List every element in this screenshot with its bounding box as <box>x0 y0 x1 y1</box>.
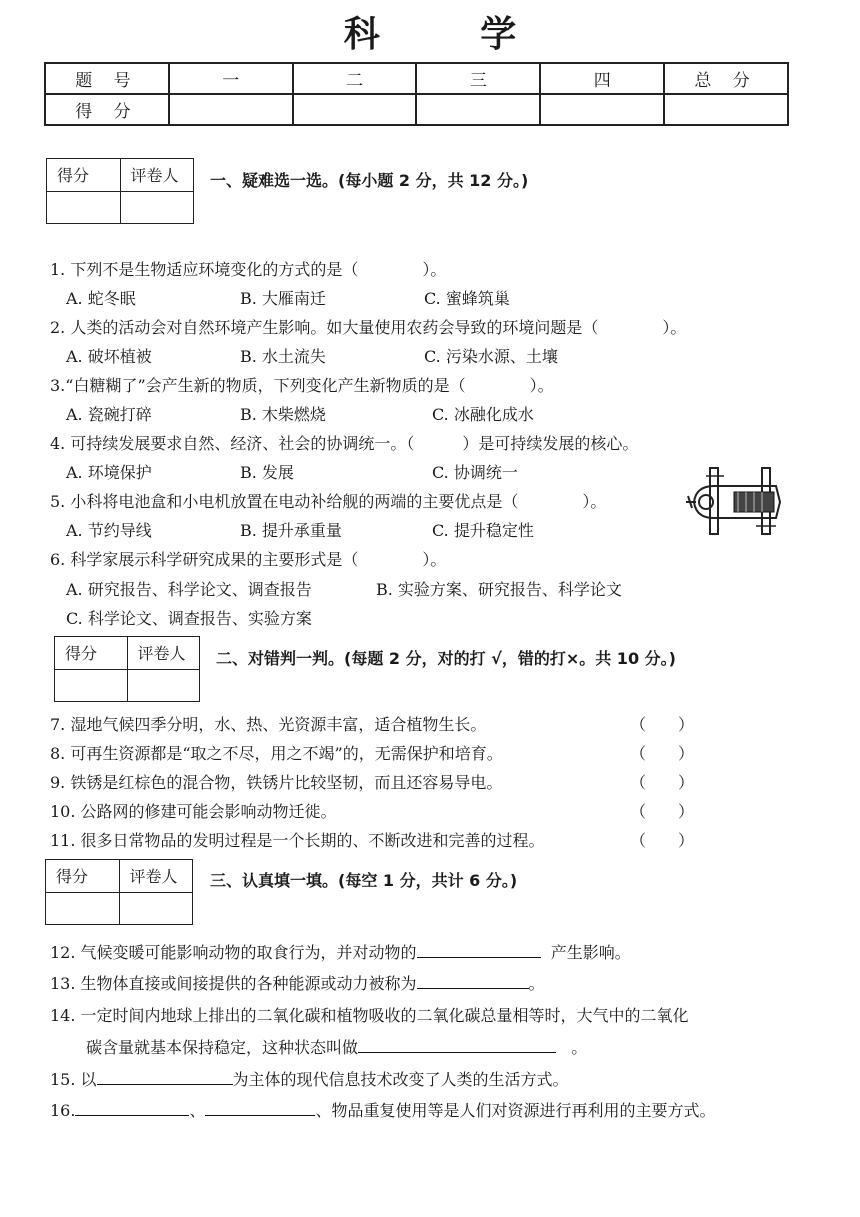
grader-reviewer-label: 评卷人 <box>120 159 194 192</box>
q4-option-b: B. 发展 <box>240 463 294 482</box>
question-14-text: 碳含量就基本保持稳定，这种状态叫做 <box>86 1038 359 1057</box>
question-12-tail: 产生影响。 <box>550 943 631 962</box>
answer-paren-8[interactable]: （ ） <box>630 744 695 763</box>
score-header-2: 二 <box>293 63 417 94</box>
question-16 <box>50 1098 715 1121</box>
question-13-text: 13. 生物体直接或间接提供的各种能源或动力被称为 <box>50 974 417 993</box>
q1-option-a: A. 蛇冬眠 <box>66 289 136 308</box>
q2-option-b: B. 水土流失 <box>240 347 326 366</box>
score-cell[interactable] <box>169 94 293 125</box>
fill-blank-16b[interactable] <box>205 1099 315 1116</box>
score-header-4: 四 <box>540 63 664 94</box>
grader-score-label: 得分 <box>47 159 121 192</box>
grader-box-1 <box>46 158 194 224</box>
question-9: 9. 铁锈是红棕色的混合物，铁锈片比较坚韧，而且还容易导电。 <box>50 773 503 792</box>
page-title: 科 学 <box>343 14 561 55</box>
score-cell[interactable] <box>540 94 664 125</box>
answer-paren-7[interactable]: （ ） <box>630 715 695 734</box>
grader-box-2 <box>54 636 200 702</box>
q1-option-b: B. 大雁南迁 <box>240 289 326 308</box>
section-1-heading: 一、疑难选一选。(每小题 2 分，共 12 分。) <box>210 171 529 190</box>
score-header-label: 题 号 <box>45 63 169 94</box>
score-header-1: 一 <box>169 63 293 94</box>
section-2-heading: 二、对错判一判。(每题 2 分，对的打 √，错的打×。共 10 分。) <box>216 649 676 668</box>
score-header-3: 三 <box>416 63 540 94</box>
grader-score-cell[interactable] <box>46 892 120 925</box>
grader-score-label: 得分 <box>55 637 128 670</box>
q5-option-a: A. 节约导线 <box>66 521 152 540</box>
q3-option-b: B. 木柴燃烧 <box>240 405 326 424</box>
question-12-text: 12. 气候变暖可能影响动物的取食行为，并对动物的 <box>50 943 417 962</box>
score-header-total: 总 分 <box>664 63 788 94</box>
grader-reviewer-cell[interactable] <box>119 892 193 925</box>
q5-option-b: B. 提升承重量 <box>240 521 342 540</box>
question-12 <box>50 940 631 963</box>
question-2: 2. 人类的活动会对自然环境产生影响。如大量使用农药会导致的环境问题是（ ）。 <box>50 318 687 337</box>
grader-score-cell[interactable] <box>47 191 121 224</box>
q1-option-c: C. 蜜蜂筑巢 <box>424 289 510 308</box>
supply-ship-illustration-icon <box>684 462 794 540</box>
score-cell[interactable] <box>293 94 417 125</box>
question-14: 14. 一定时间内地球上排出的二氧化碳和植物吸收的二氧化碳总量相等时，大气中的二氧化 <box>50 1006 689 1025</box>
question-16-sep: 、 <box>189 1101 206 1120</box>
fill-blank-15[interactable] <box>97 1068 233 1085</box>
question-10: 10. 公路网的修建可能会影响动物迁徙。 <box>50 802 337 821</box>
question-13-tail: 。 <box>528 974 545 993</box>
q4-option-a: A. 环境保护 <box>66 463 152 482</box>
grader-reviewer-cell[interactable] <box>120 191 194 224</box>
section-3-heading: 三、认真填一填。(每空 1 分，共计 6 分。) <box>210 871 518 890</box>
grader-score-label: 得分 <box>46 860 120 893</box>
score-cell[interactable] <box>416 94 540 125</box>
question-8: 8. 可再生资源都是“取之不尽，用之不竭”的，无需保护和培育。 <box>50 744 503 763</box>
question-15-text: 15. 以 <box>50 1070 97 1089</box>
q4-option-c: C. 协调统一 <box>432 463 518 482</box>
fill-blank-12[interactable] <box>417 941 541 958</box>
question-4: 4. 可持续发展要求自然、经济、社会的协调统一。（ ）是可持续发展的核心。 <box>50 434 639 453</box>
grader-reviewer-label: 评卷人 <box>119 860 193 893</box>
q5-option-c: C. 提升稳定性 <box>432 521 534 540</box>
q6-option-a: A. 研究报告、科学论文、调查报告 <box>66 580 312 599</box>
grader-reviewer-cell[interactable] <box>127 669 200 702</box>
q3-option-c: C. 冰融化成水 <box>432 405 534 424</box>
fill-blank-14[interactable] <box>358 1036 556 1053</box>
question-1: 1. 下列不是生物适应环境变化的方式的是（ ）。 <box>50 260 447 279</box>
question-11: 11. 很多日常物品的发明过程是一个长期的、不断改进和完善的过程。 <box>50 831 545 850</box>
answer-paren-10[interactable]: （ ） <box>630 802 695 821</box>
grader-score-cell[interactable] <box>55 669 128 702</box>
score-table <box>44 62 789 126</box>
q2-option-a: A. 破坏植被 <box>66 347 152 366</box>
question-15 <box>50 1067 569 1090</box>
answer-paren-11[interactable]: （ ） <box>630 831 695 850</box>
grader-reviewer-label: 评卷人 <box>127 637 200 670</box>
question-6: 6. 科学家展示科学研究成果的主要形式是（ ）。 <box>50 550 447 569</box>
q2-option-c: C. 污染水源、土壤 <box>424 347 558 366</box>
answer-paren-9[interactable]: （ ） <box>630 773 695 792</box>
q6-option-c: C. 科学论文、调查报告、实验方案 <box>66 609 312 628</box>
q3-option-a: A. 瓷碗打碎 <box>66 405 152 424</box>
question-16-tail: 、物品重复使用等是人们对资源进行再利用的主要方式。 <box>315 1101 716 1120</box>
question-15-tail: 为主体的现代信息技术改变了人类的生活方式。 <box>232 1070 569 1089</box>
q6-option-b: B. 实验方案、研究报告、科学论文 <box>376 580 622 599</box>
fill-blank-13[interactable] <box>417 972 529 989</box>
question-3: 3.“白糖糊了”会产生新的物质，下列变化产生新物质的是（ ）。 <box>50 376 554 395</box>
question-7: 7. 湿地气候四季分明，水、热、光资源丰富，适合植物生长。 <box>50 715 487 734</box>
score-row-label: 得 分 <box>45 94 169 125</box>
question-14-tail: 。 <box>571 1038 588 1057</box>
grader-box-3 <box>45 859 193 925</box>
question-14-cont <box>86 1035 587 1058</box>
score-cell[interactable] <box>664 94 788 125</box>
question-16-text: 16. <box>50 1101 76 1120</box>
question-5: 5. 小科将电池盒和小电机放置在电动补给舰的两端的主要优点是（ ）。 <box>50 492 607 511</box>
question-13 <box>50 971 545 994</box>
fill-blank-16a[interactable] <box>75 1099 189 1116</box>
